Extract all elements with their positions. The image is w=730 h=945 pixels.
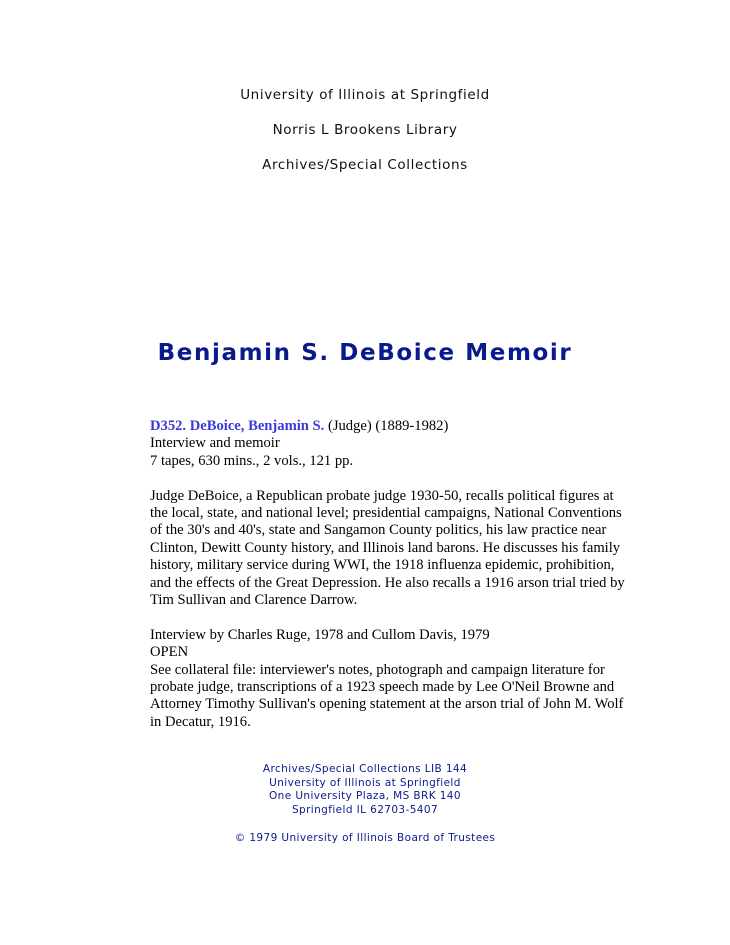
address-line-3: One University Plaza, MS BRK 140 bbox=[269, 790, 461, 802]
copyright-notice: © 1979 University of Illinois Board of Trustees bbox=[234, 832, 496, 844]
entry-heading bbox=[150, 418, 630, 435]
access-status: OPEN bbox=[150, 644, 189, 661]
entry-id-name: D352. DeBoice, Benjamin S. bbox=[150, 418, 325, 434]
spacer bbox=[150, 470, 630, 487]
library-name: Norris L Brookens Library bbox=[272, 122, 458, 138]
interview-credit: Interview by Charles Ruge, 1978 and Cullom Davis, 1979 bbox=[150, 626, 490, 643]
catalog-entry bbox=[150, 418, 630, 731]
entry-type: Interview and memoir bbox=[150, 435, 280, 452]
university-name: University of Illinois at Springfield bbox=[240, 87, 490, 103]
entry-abstract: Judge DeBoice, a Republican probate judge 1930-50, recalls political figures at the local, state, and national level; presidential campaigns, National Conventions of the 30's and 40's, state and Sangamon County politics, his law practice near Clinton, Dewitt County history, and Illinois land barons. He discusses his family history, military service during WWI, the 1918 influenza epidemic, prohibition, and the effects of the Great Depression. He also recalls a 1916 arson trial tried by Tim Sullivan and Clarence Darrow. bbox=[150, 487, 625, 609]
memoir-title: Benjamin S. DeBoice Memoir bbox=[157, 340, 573, 366]
spacer bbox=[150, 609, 630, 626]
entry-role-dates: (Judge) (1889-1982) bbox=[324, 418, 449, 434]
entry-extent: 7 tapes, 630 mins., 2 vols., 121 pp. bbox=[150, 452, 354, 469]
department-name: Archives/Special Collections bbox=[262, 157, 468, 173]
address-line-2: University of Illinois at Springfield bbox=[269, 776, 461, 789]
archive-address bbox=[0, 763, 730, 817]
institution-header bbox=[0, 86, 730, 191]
address-line-1: Archives/Special Collections LIB 144 bbox=[262, 763, 468, 775]
collateral-note: See collateral file: interviewer's notes, photograph and campaign literature for probate judge, transcriptions of a 1923 speech made by Lee O'Neil Browne and Attorney Timothy Sullivan's opening statement at the arson trial of John M. Wolf in Decatur, 1916. bbox=[150, 661, 624, 730]
address-line-4: Springfield IL 62703-5407 bbox=[291, 803, 439, 816]
